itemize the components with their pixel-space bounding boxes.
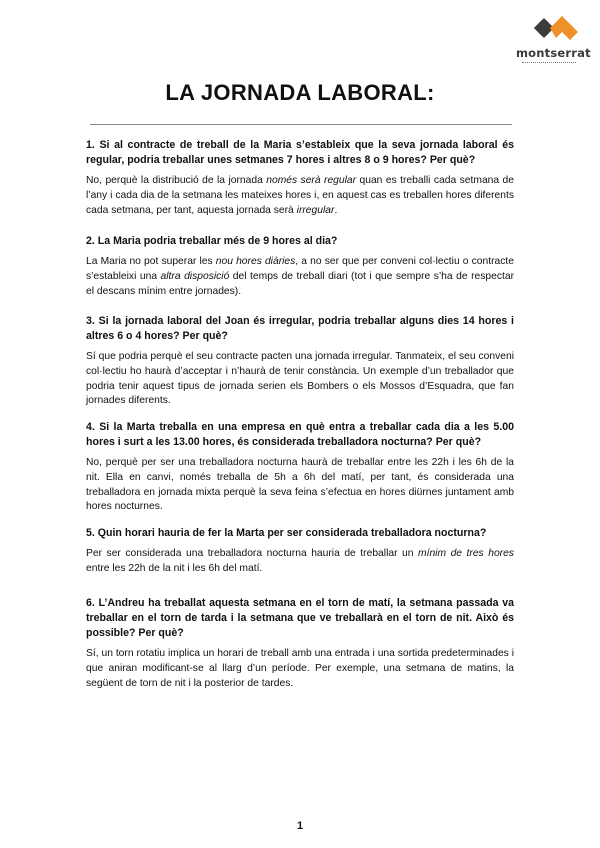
page-title: LA JORNADA LABORAL: [165, 80, 435, 105]
emphasis: irregular [296, 204, 335, 216]
question-text: 4. Si la Marta treballa en una empresa en què entra a treballar cada dia a les 5.00 hores i surt a les 13.00 hores, és considerada treballadora nocturna? Per què? [86, 421, 514, 448]
question-text: 3. Si la jornada laboral del Joan és irregular, podria treballar alguns dies 14 hores i altres 6 o 4 hores? Per què? [86, 315, 514, 342]
emphasis: només serà regular [266, 175, 357, 186]
emphasis: nou hores diàries [215, 256, 296, 267]
answer-text: Per ser considerada una treballadora nocturna hauria de treballar un mínim de tres hores entre les 22h de la nit i les 6h del matí. [86, 548, 514, 574]
question-text: 2. La Maria podria treballar més de 9 hores al dia? [86, 235, 338, 247]
answer-text: No, perquè la distribució de la jornada només serà regular quan es treballi cada setmana de l’any i cada dia de la setmana les mateixes hores i, en aquest cas es treballen hores diferents cada setmana, per tant, aquesta jornada serà irregular. [86, 175, 514, 216]
answer-text: La Maria no pot superar les nou hores diàries, a no ser que per conveni col·lectiu o contracte s’estableixi una altra disposició del temps de treball diari (tot i que sempre s’ha de respectar el descans mínim entre jornades). [86, 256, 514, 297]
logo-wordmark: montserrat [516, 46, 591, 60]
answer-text: Sí, un torn rotatiu implica un horari de treball amb una entrada i una sortida predeterminades i que aniran modificant-se al llarg d’un període. Per exemple, una setmana de matins, la següent de torn de nit i la posterior de tardes. [86, 648, 514, 689]
question-block-5 [86, 526, 514, 577]
answer-text: No, perquè per ser una treballadora nocturna haurà de treballar entre les 22h i les 6h de la nit. Ella en canvi, només treballa de 5h a 6h del matí, per tant, és considerada una treballadora en jornada mixta perquè la seva feina s’efectua en hores diürnes juntament amb hores nocturnes. [86, 457, 514, 513]
answer-text: Sí que podria perquè el seu contracte pacten una jornada irregular. Tanmateix, el seu conveni col·lectiu ho haurà d’acceptar i n’haurà de tenir constància. Un exemple d’un treballador que podria tenir aquest tipus de jornada serien els Bombers o els Mossos d’Esquadra, que fan jornades diferents. [86, 351, 514, 407]
emphasis: altra disposició [160, 270, 230, 282]
question-text: 6. L’Andreu ha treballat aquesta setmana en el torn de matí, la setmana passada va treballar en el torn de tarda i la setmana que ve treballarà en el torn de nit. Això és possible? Per què? [86, 597, 514, 639]
title-divider [90, 124, 512, 125]
question-block-6 [86, 596, 514, 691]
logo [516, 14, 591, 68]
question-block-4 [86, 420, 514, 515]
logo-tagline-decor [522, 62, 576, 65]
question-block-3 [86, 314, 514, 409]
question-block-1 [86, 138, 514, 218]
question-block-2 [86, 234, 514, 299]
mountain-chevrons-icon [520, 14, 578, 44]
emphasis: mínim de tres hores [418, 548, 514, 559]
page-number: 1 [296, 820, 304, 832]
question-text: 1. Si al contracte de treball de la Maria s’estableix que la seva jornada laboral és regular, podria treballar unes setmanes 7 hores i altres 8 o 9 hores? Per què? [86, 139, 514, 166]
question-text: 5. Quin horari hauria de fer la Marta per ser considerada treballadora nocturna? [86, 527, 487, 539]
